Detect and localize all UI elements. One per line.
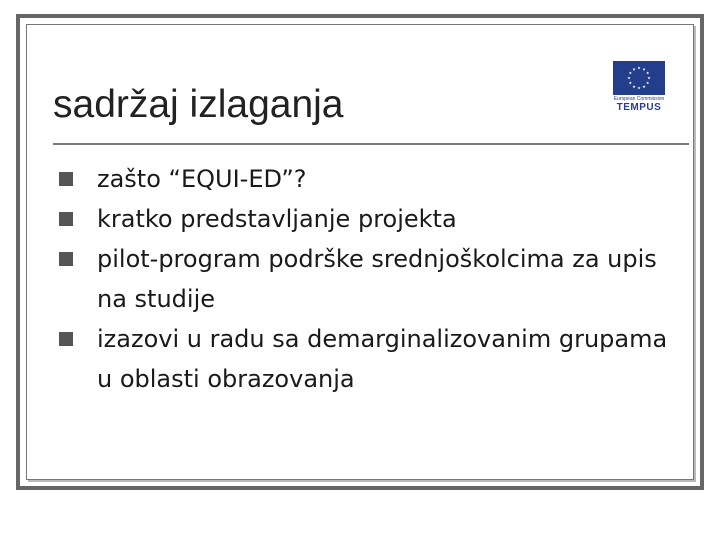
bullet-list: [59, 159, 679, 399]
bullet-item: [59, 159, 679, 199]
square-bullet-icon: [59, 212, 73, 226]
bullet-item: [59, 239, 679, 319]
title-divider: [53, 143, 689, 145]
bullet-text: pilot-program podrške srednjoškolcima za upis na studije: [97, 245, 657, 313]
logo-caption: European Commission: [613, 96, 665, 102]
bullet-item: [59, 319, 679, 399]
logo-name: TEMPUS: [616, 102, 662, 113]
slide-frame: [16, 14, 704, 490]
bullet-text: izazovi u radu sa demarginalizovanim grupama u oblasti obrazovanja: [97, 325, 668, 393]
slide-title: sadržaj izlaganja: [53, 83, 344, 126]
bullet-text: zašto “EQUI-ED”?: [97, 165, 307, 193]
square-bullet-icon: [59, 252, 73, 266]
square-bullet-icon: [59, 172, 73, 186]
eu-flag-icon: [613, 61, 665, 95]
slide-canvas: [26, 24, 694, 480]
bullet-text: kratko predstavljanje projekta: [97, 205, 457, 233]
square-bullet-icon: [59, 332, 73, 346]
tempus-logo: [613, 61, 665, 121]
bullet-item: [59, 199, 679, 239]
